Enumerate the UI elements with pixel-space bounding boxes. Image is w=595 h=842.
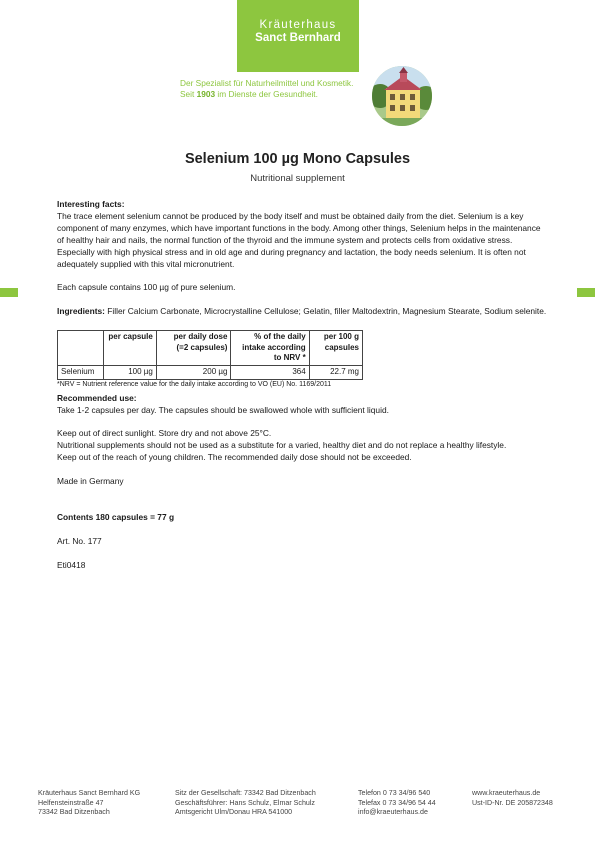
table-header-cell (58, 331, 104, 366)
logo-line-2: Sanct Bernhard (255, 32, 341, 44)
facts-paragraph-2: Especially with high physical stress and in old age and during pregnancy and lactation, the body needs selenium. It is often not adequately supplied with this vital micronutrient. (57, 246, 526, 269)
table-header-cell: per 100 g capsules (309, 331, 362, 366)
footer-line: Helfensteinstraße 47 (38, 798, 104, 807)
nrv-footnote: *NRV = Nutrient reference value for the daily intake according to VO (EU) No. 1169/2011 (57, 380, 332, 388)
table-header-cell: per daily dose (=2 capsules) (156, 331, 231, 366)
footer-registration (175, 789, 316, 818)
substitute-warning: Nutritional supplements should not be used as a substitute for a varied, healthy diet and do not replace a healthy lifestyle. (57, 440, 507, 451)
facts-heading: Interesting facts: (57, 199, 125, 209)
tagline-line-2 (180, 89, 353, 100)
brand-logo (237, 0, 359, 72)
nutrition-table (57, 330, 363, 379)
table-cell: 22.7 mg (309, 366, 362, 380)
table-cell: 200 µg (156, 366, 231, 380)
table-header-cell: % of the daily intake according to NRV * (231, 331, 309, 366)
logo-line-1: Kräuterhaus (259, 19, 337, 31)
footer-line: Ust-ID-Nr. DE 205872348 (472, 798, 553, 807)
footer-contact (358, 789, 436, 818)
tagline-year: 1903 (196, 89, 216, 99)
footer-web (472, 789, 553, 808)
fold-mark-left (0, 288, 18, 297)
made-in: Made in Germany (57, 476, 124, 487)
tagline-post: im Dienste der Gesundheit. (215, 89, 318, 99)
table-header-row (58, 331, 363, 366)
building-photo (372, 66, 432, 126)
article-number: Art. No. 177 (57, 535, 102, 546)
use-paragraph-1: Take 1-2 capsules per day. The capsules should be swallowed whole with sufficient liquid. (57, 404, 389, 415)
tagline (180, 78, 353, 100)
label-content (57, 199, 547, 572)
contents: Contents 180 capsules = 77 g (57, 512, 175, 523)
table-cell: Selenium (58, 366, 104, 380)
footer-line: Telefon 0 73 34/96 540 (358, 789, 431, 797)
footer-line: info@kraeuterhaus.de (358, 808, 428, 817)
fold-mark-right (577, 288, 595, 297)
footer-line: Sitz der Gesellschaft: 73342 Bad Ditzenbach (175, 789, 316, 797)
capsule-note: Each capsule contains 100 µg of pure selenium. (57, 282, 236, 293)
tagline-pre: Seit (180, 89, 197, 99)
footer-line: 73342 Bad Ditzenbach (38, 808, 110, 817)
ingredients (57, 306, 547, 318)
footer-line: Amtsgericht Ulm/Donau HRA 541000 (175, 808, 293, 817)
storage-note: Keep out of direct sunlight. Store dry and not above 25°C. (57, 428, 272, 439)
product-title: Selenium 100 µg Mono Capsules (184, 151, 411, 167)
product-subtitle: Nutritional supplement (250, 173, 345, 184)
footer-line: Telefax 0 73 34/96 54 44 (358, 798, 436, 807)
table-row (58, 366, 363, 380)
table-cell: 100 µg (104, 366, 157, 380)
footer-line: Kräuterhaus Sanct Bernhard KG (38, 789, 141, 797)
ingredients-label: Ingredients: (57, 306, 105, 317)
table-header-cell: per capsule (104, 331, 157, 366)
ingredients-text: Filler Calcium Carbonate, Microcrystalline Cellulose; Gelatin, filler Maltodextrin, Magnesium Stearate, Sodium selenite. (104, 306, 547, 317)
facts-paragraph-1: The trace element selenium cannot be produced by the body itself and must be obtained daily from the diet. Selenium is a key component of many enzymes, which have important functions in the body. Among other things, Selenium helps in the maintenance of healthy hair and nails, the normal function of the thyroid and the immune system and protects cells from oxidative stress. (57, 210, 541, 245)
label-code: Eti0418 (57, 559, 86, 570)
tagline-line-1: Der Spezialist für Naturheilmittel und Kosmetik. (180, 78, 354, 88)
use-heading: Recommended use: (57, 392, 137, 403)
footer-line: www.kraeuterhaus.de (472, 789, 541, 797)
footer-company (38, 789, 140, 818)
table-cell: 364 (231, 366, 309, 380)
children-warning: Keep out of the reach of young children. The recommended daily dose should not be exceeded. (57, 452, 412, 463)
footer-line: Geschäftsführer: Hans Schulz, Elmar Schulz (175, 798, 315, 807)
